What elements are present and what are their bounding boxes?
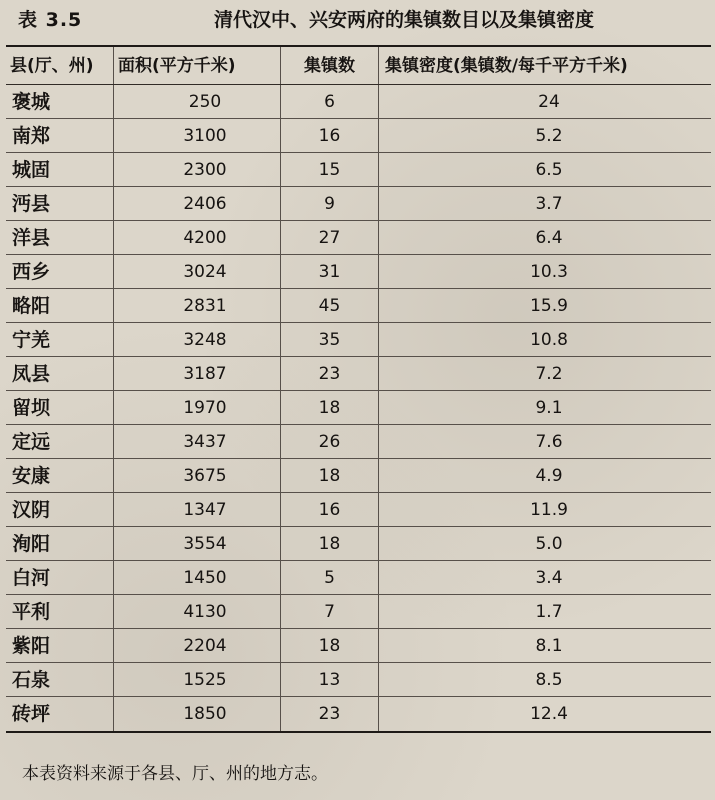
table-row	[6, 289, 711, 323]
county-cell: 平利	[6, 595, 114, 628]
area-cell: 3024	[114, 255, 281, 288]
density-cell: 8.1	[535, 636, 563, 656]
table-row	[6, 561, 711, 595]
count-cell: 13	[281, 663, 379, 696]
county-cell: 留坝	[6, 391, 114, 424]
density-cell: 24	[538, 92, 560, 112]
table-number: 表 3.5	[18, 9, 83, 31]
header-count: 集镇数	[281, 47, 379, 84]
header-density: 集镇密度(集镇数/每千平方千米)	[385, 56, 628, 76]
count-cell: 15	[281, 153, 379, 186]
density-cell: 8.5	[535, 670, 563, 690]
density-cell: 15.9	[530, 296, 568, 316]
area-cell: 3248	[114, 323, 281, 356]
table-row	[6, 255, 711, 289]
density-cell: 5.0	[535, 534, 563, 554]
county-cell: 砖坪	[6, 697, 114, 731]
table-title	[18, 4, 708, 36]
density-cell: 5.2	[535, 126, 563, 146]
table-row	[6, 85, 711, 119]
area-cell: 250	[114, 85, 281, 118]
area-cell: 2831	[114, 289, 281, 322]
table-row	[6, 527, 711, 561]
table-row	[6, 697, 711, 731]
county-cell: 洋县	[6, 221, 114, 254]
area-cell: 4130	[114, 595, 281, 628]
table-row	[6, 221, 711, 255]
density-cell: 1.7	[535, 602, 563, 622]
area-cell: 1450	[114, 561, 281, 594]
area-cell: 1525	[114, 663, 281, 696]
area-cell: 3187	[114, 357, 281, 390]
area-cell: 3437	[114, 425, 281, 458]
count-cell: 18	[281, 459, 379, 492]
count-cell: 45	[281, 289, 379, 322]
count-cell: 35	[281, 323, 379, 356]
count-cell: 5	[281, 561, 379, 594]
table-caption: 清代汉中、兴安两府的集镇数目以及集镇密度	[214, 9, 595, 31]
count-cell: 7	[281, 595, 379, 628]
area-cell: 1347	[114, 493, 281, 526]
density-cell: 3.4	[535, 568, 563, 588]
density-cell: 3.7	[535, 194, 563, 214]
table-row	[6, 595, 711, 629]
county-cell: 西乡	[6, 255, 114, 288]
area-cell: 1970	[114, 391, 281, 424]
county-cell: 紫阳	[6, 629, 114, 662]
county-cell: 城固	[6, 153, 114, 186]
county-cell: 石泉	[6, 663, 114, 696]
density-cell: 7.2	[535, 364, 563, 384]
area-cell: 3554	[114, 527, 281, 560]
count-cell: 31	[281, 255, 379, 288]
count-cell: 18	[281, 391, 379, 424]
market-town-table	[6, 45, 711, 733]
county-cell: 略阳	[6, 289, 114, 322]
table-row	[6, 459, 711, 493]
county-cell: 褒城	[6, 85, 114, 118]
table-row	[6, 323, 711, 357]
table-source-note: 本表资料来源于各县、厅、州的地方志。	[22, 764, 328, 784]
density-cell: 11.9	[530, 500, 568, 520]
county-cell: 白河	[6, 561, 114, 594]
count-cell: 23	[281, 357, 379, 390]
density-cell: 6.4	[535, 228, 563, 248]
count-cell: 26	[281, 425, 379, 458]
count-cell: 27	[281, 221, 379, 254]
area-cell: 2204	[114, 629, 281, 662]
county-cell: 汉阴	[6, 493, 114, 526]
table-row	[6, 187, 711, 221]
table-header-row	[6, 47, 711, 85]
table-row	[6, 153, 711, 187]
county-cell: 南郑	[6, 119, 114, 152]
area-cell: 2406	[114, 187, 281, 220]
table-row	[6, 425, 711, 459]
count-cell: 9	[281, 187, 379, 220]
density-cell: 10.8	[530, 330, 568, 350]
count-cell: 18	[281, 629, 379, 662]
count-cell: 6	[281, 85, 379, 118]
county-cell: 宁羌	[6, 323, 114, 356]
table-row	[6, 663, 711, 697]
header-area: 面积(平方千米)	[114, 47, 281, 84]
count-cell: 23	[281, 697, 379, 731]
table-row	[6, 357, 711, 391]
area-cell: 2300	[114, 153, 281, 186]
area-cell: 1850	[114, 697, 281, 731]
density-cell: 9.1	[535, 398, 563, 418]
area-cell: 4200	[114, 221, 281, 254]
table-row	[6, 391, 711, 425]
density-cell: 10.3	[530, 262, 568, 282]
county-cell: 沔县	[6, 187, 114, 220]
county-cell: 定远	[6, 425, 114, 458]
count-cell: 16	[281, 493, 379, 526]
area-cell: 3100	[114, 119, 281, 152]
header-county: 县(厅、州)	[6, 47, 114, 84]
table-row	[6, 119, 711, 153]
county-cell: 洵阳	[6, 527, 114, 560]
county-cell: 凤县	[6, 357, 114, 390]
density-cell: 6.5	[535, 160, 563, 180]
density-cell: 7.6	[535, 432, 563, 452]
density-cell: 4.9	[535, 466, 563, 486]
table-row	[6, 493, 711, 527]
county-cell: 安康	[6, 459, 114, 492]
count-cell: 18	[281, 527, 379, 560]
density-cell: 12.4	[530, 704, 568, 724]
area-cell: 3675	[114, 459, 281, 492]
count-cell: 16	[281, 119, 379, 152]
table-row	[6, 629, 711, 663]
